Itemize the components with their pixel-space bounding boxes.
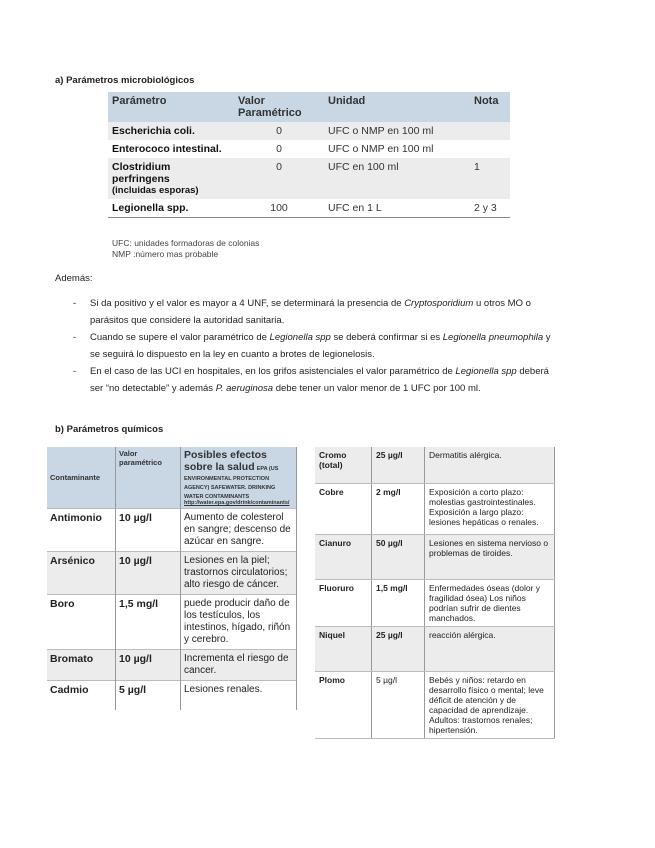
contaminant-value: 1,5 mg/l xyxy=(372,580,425,627)
header-efectos: Posibles efectos sobre la salud xyxy=(184,449,267,473)
contaminant-effect: Lesiones en sistema nervioso o problemas de tiroides. xyxy=(425,535,555,580)
contaminant-value: 5 µg/l xyxy=(372,672,425,739)
contaminant-effect: Lesiones en la piel; trastornos circulatorios; alto riesgo de cáncer. xyxy=(181,552,297,595)
contaminant-name: Arsénico xyxy=(47,552,116,595)
param-name: Escherichia coli. xyxy=(108,122,234,140)
table-row xyxy=(108,140,510,158)
param-note: 2 y 3 xyxy=(470,199,510,218)
param-name: Legionella spp. xyxy=(108,199,234,218)
bullet-text: deberá ser “no detectable” y además xyxy=(90,366,549,394)
contaminant-effect: Exposición a corto plazo: molestias gastrointestinales. Exposición a largo plazo: lesiones hepáticas o renales. xyxy=(425,484,555,535)
contaminant-name: Plomo xyxy=(315,672,372,739)
table-row xyxy=(47,552,297,595)
contaminant-value: 50 µg/l xyxy=(372,535,425,580)
param-note xyxy=(470,122,510,140)
header-efectos-cell xyxy=(181,447,297,509)
bullet-italic: P. aeruginosa xyxy=(215,383,274,394)
table-row xyxy=(47,509,297,552)
param-unit: UFC o NMP en 100 ml xyxy=(328,143,434,155)
header-valor: Valor paramétrico xyxy=(116,447,181,509)
contaminant-effect: puede producir daño de los testículos, los intestinos, hígado, riñón y cerebro. xyxy=(181,595,297,650)
bullet-italic: Cryptosporidium xyxy=(404,298,474,309)
footnote-nmp: NMP :número mas probable xyxy=(112,249,219,259)
param-unit: UFC en 1 L xyxy=(324,199,470,218)
bullet-text: Cuando se supere el valor paramétrico de xyxy=(90,332,270,343)
table-footnotes xyxy=(112,238,259,260)
header-nota: Nota xyxy=(470,92,510,122)
contaminant-value: 25 µg/l xyxy=(372,627,425,672)
table-header-row xyxy=(108,92,510,122)
param-note: 1 xyxy=(470,158,510,199)
table-row xyxy=(315,447,555,484)
table-row xyxy=(315,535,555,580)
table-row xyxy=(47,650,297,681)
table-header-row xyxy=(47,447,297,509)
contaminant-effect: Dermatitis alérgica. xyxy=(425,447,555,484)
table-row xyxy=(47,595,297,650)
bullet-text: debe tener un valor menor de 1 UFC por 100 ml. xyxy=(273,383,481,394)
contaminant-name: Cobre xyxy=(315,484,372,535)
contaminant-name: Fluoruro xyxy=(315,580,372,627)
footnote-ufc: UFC: unidades formadoras de colonias xyxy=(112,238,260,248)
param-note xyxy=(470,140,510,158)
param-value: 0 xyxy=(234,158,324,199)
contaminant-effect: Bebés y niños: retardo en desarrollo físico o mental; leve déficit de atención y de capacidad de aprendizaje. Adultos: trastornos renales; hipertensión. xyxy=(425,672,555,739)
header-epa: EPA (US ENVIRONMENTAL PROTECTION AGENCY) SAFEWATER. DRINKING WATER CONTAMINANTS xyxy=(184,466,279,500)
contaminant-effect: reacción alérgica. xyxy=(425,627,555,672)
header-parametro: Parámetro xyxy=(108,92,234,122)
contaminant-effect: Incrementa el riesgo de cancer. xyxy=(181,650,297,681)
table-row xyxy=(47,681,297,711)
contaminant-effect: Enfermedades óseas (dolor y fragilidad ósea) Los niños podrían sufrir de dientes manchados. xyxy=(425,580,555,627)
table-row xyxy=(315,672,555,739)
table-row xyxy=(315,580,555,627)
contaminant-value: 25 µg/l xyxy=(372,447,425,484)
header-link: http://water.epa.gov/drink/contaminants/ xyxy=(184,500,290,506)
contaminant-name: Antimonio xyxy=(47,509,116,552)
contaminant-effect: Aumento de colesterol en sangre; descenso de azúcar en sangre. xyxy=(181,509,297,552)
contaminant-name: Boro xyxy=(47,595,116,650)
chemical-table-left xyxy=(47,447,297,710)
contaminant-value: 10 µg/l xyxy=(116,509,181,552)
bullet-text: Si da positivo y el valor es mayor a 4 UNF, se determinará la presencia de xyxy=(90,298,405,309)
header-contaminante: Contaminante xyxy=(47,447,116,509)
contaminant-value: 10 µg/l xyxy=(116,650,181,681)
param-value: 0 xyxy=(234,122,324,140)
bullet-text: y se seguirá lo dispuesto en la ley en cuanto a brotes de legionelosis. xyxy=(90,332,551,360)
contaminant-name: Niquel xyxy=(315,627,372,672)
param-name-cell xyxy=(108,158,234,199)
param-name: Clostridium perfringens xyxy=(112,161,171,185)
list-item xyxy=(73,363,561,397)
bullet-text: En el caso de las UCI en hospitales, en los grifos asistenciales el valor paramétrico de xyxy=(90,366,456,377)
section-a-title: a) Parámetros microbiológicos xyxy=(55,75,195,86)
contaminant-name: Cadmio xyxy=(47,681,116,711)
table-row xyxy=(315,484,555,535)
param-value: 100 xyxy=(234,199,324,218)
table-row xyxy=(108,158,510,199)
table-row xyxy=(108,199,510,218)
header-unidad: Unidad xyxy=(324,92,470,122)
param-unit: UFC o NMP en 100 ml xyxy=(324,122,470,140)
bullet-text: se deberá confirmar si es xyxy=(330,332,443,343)
notes-list xyxy=(73,295,561,397)
contaminant-name: Bromato xyxy=(47,650,116,681)
ademas-label: Además: xyxy=(55,273,93,284)
table-row xyxy=(315,627,555,672)
contaminant-value: 1,5 mg/l xyxy=(116,595,181,650)
section-b-title: b) Parámetros químicos xyxy=(55,424,164,435)
contaminant-value: 10 µg/l xyxy=(116,552,181,595)
chemical-table-right xyxy=(315,447,555,739)
header-valor: Valor Paramétrico xyxy=(234,92,324,122)
bullet-italic: Legionella spp xyxy=(455,366,517,377)
contaminant-name: Cromo (total) xyxy=(315,447,372,484)
param-subname: (incluidas esporas) xyxy=(112,185,199,196)
contaminant-name: Cianuro xyxy=(315,535,372,580)
list-item xyxy=(73,295,561,329)
list-item xyxy=(73,329,561,363)
param-name: Enterococo intestinal. xyxy=(112,143,222,155)
table-row xyxy=(108,122,510,140)
contaminant-value: 5 µg/l xyxy=(116,681,181,711)
param-unit: UFC en 100 ml xyxy=(324,158,470,199)
microbiological-table xyxy=(108,92,510,218)
contaminant-value: 2 mg/l xyxy=(372,484,425,535)
contaminant-effect: Lesiones renales. xyxy=(181,681,297,711)
bullet-italic: Legionella spp xyxy=(269,332,331,343)
bullet-italic: Legionella pneumophila xyxy=(442,332,544,343)
bullet-text: u otros MO o parásitos que considere la autoridad sanitaria. xyxy=(90,298,531,326)
param-value: 0 xyxy=(276,143,282,155)
